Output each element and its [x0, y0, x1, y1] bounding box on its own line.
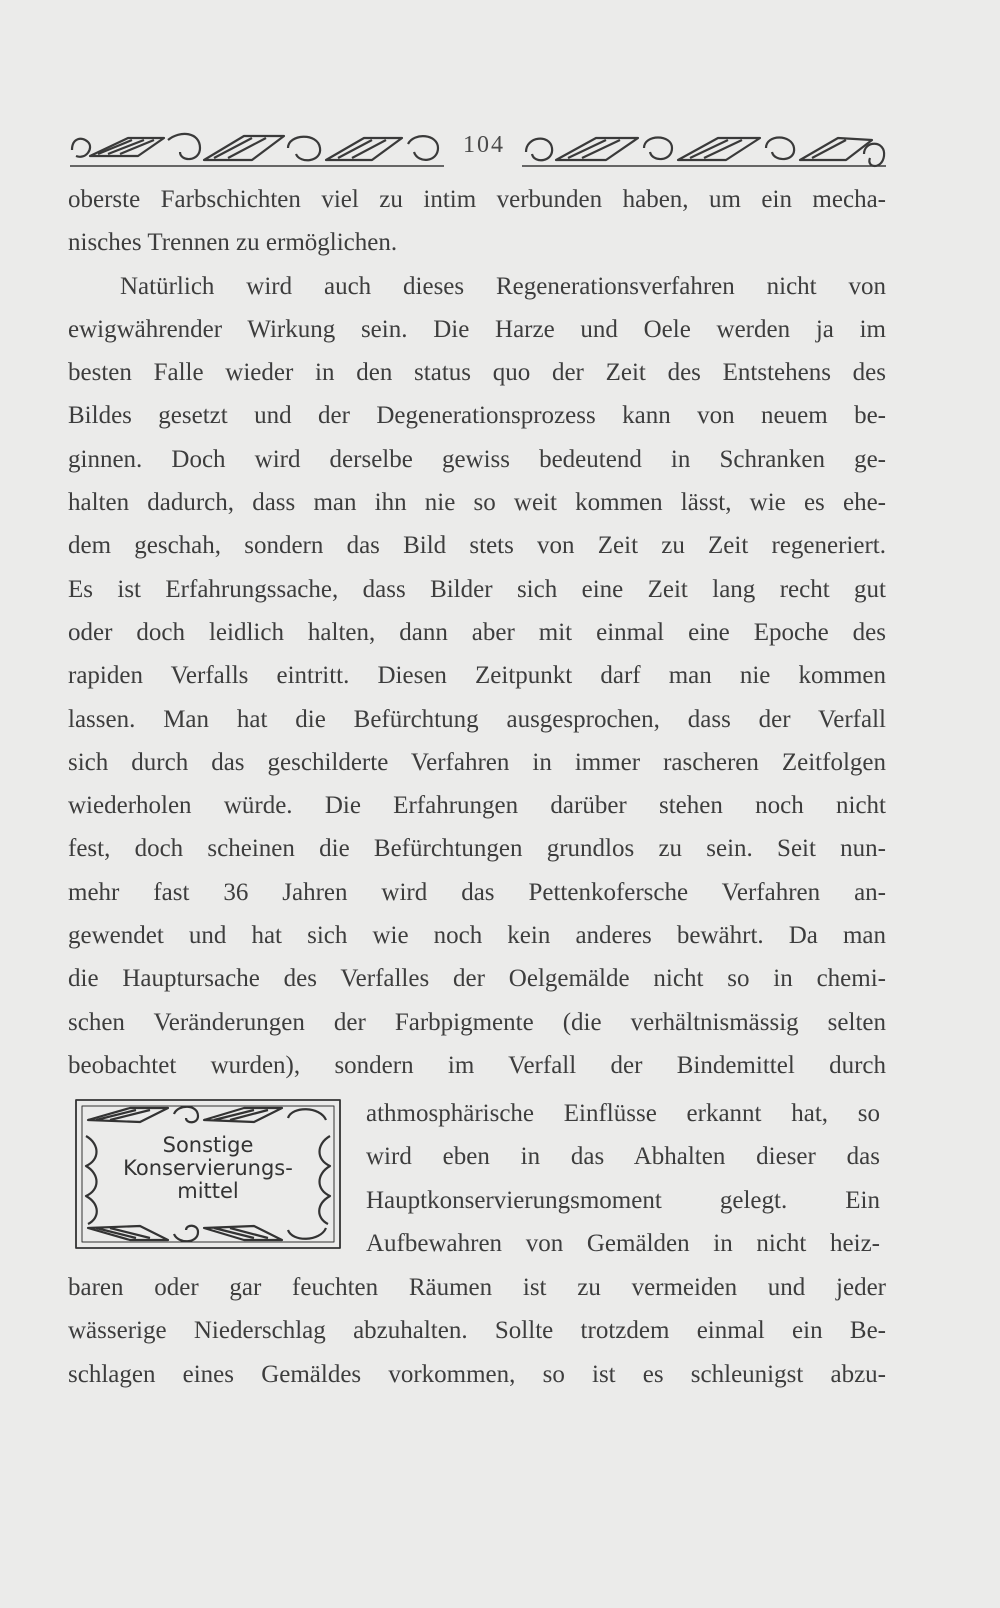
text-line: fest, doch scheinen die Befürchtungen grundlos zu sein. Seit nun- [68, 835, 886, 863]
text-line: schlagen eines Gemäldes vorkommen, so ist es schleunigst abzu- [68, 1360, 886, 1388]
marginal-note-line: Konservierungs- [123, 1156, 293, 1180]
text-line: Es ist Erfahrungssache, dass Bilder sich eine Zeit lang recht gut [68, 575, 886, 603]
text-line: oberste Farbschichten viel zu intim verbunden haben, um ein mecha- [68, 186, 886, 213]
text-line: ginnen. Doch wird derselbe gewiss bedeutend in Schranken ge- [68, 445, 886, 473]
page-number: 104 [463, 132, 505, 158]
text-line: rapiden Verfalls eintritt. Diesen Zeitpunkt darf man nie kommen [68, 662, 886, 690]
text-line: Bildes gesetzt und der Degenerationsprozess kann von neuem be- [68, 402, 886, 430]
text-line: sich durch das geschilderte Verfahren in immer rascheren Zeitfolgen [68, 748, 886, 776]
text-line: mehr fast 36 Jahren wird das Pettenkofersche Verfahren an- [68, 878, 886, 906]
text-line: dem geschah, sondern das Bild stets von Zeit zu Zeit regeneriert. [68, 532, 886, 560]
text-line: oder doch leidlich halten, dann aber mit einmal eine Epoche des [68, 618, 886, 646]
text-line: athmosphärische Einflüsse erkannt hat, so [366, 1100, 880, 1127]
text-line: Hauptkonservierungsmoment gelegt. Ein [366, 1186, 880, 1214]
text-line: wiederholen würde. Die Erfahrungen darüber stehen noch nicht [68, 792, 886, 820]
text-line: besten Falle wieder in den status quo der Zeit des Entstehens des [68, 359, 886, 387]
marginal-note-line: mittel [177, 1179, 239, 1203]
text-line: beobachtet wurden), sondern im Verfall der Bindemittel durch [68, 1051, 886, 1079]
text-line: wässerige Niederschlag abzuhalten. Sollte trotzdem einmal ein Be- [68, 1317, 886, 1345]
body-text-top [68, 178, 886, 1087]
marginal-note-line: Sonstige [162, 1133, 254, 1157]
text-line: lassen. Man hat die Befürchtung ausgesprochen, dass der Verfall [68, 705, 886, 733]
page-header [68, 118, 888, 180]
text-line: gewendet und hat sich wie noch kein anderes bewährt. Da man [68, 922, 886, 950]
text-line: baren oder gar feuchten Räumen ist zu vermeiden und jeder [68, 1274, 886, 1301]
text-line: Natürlich wird auch dieses Regenerationsverfahren nicht von [120, 272, 886, 300]
body-text-bottom [68, 1266, 886, 1396]
art-nouveau-ornament-right-icon [520, 126, 888, 172]
text-line: ewigwährender Wirkung sein. Die Harze und Oele werden ja im [68, 315, 886, 343]
text-line: Aufbewahren von Gemälden in nicht heiz- [366, 1229, 880, 1257]
text-line: die Hauptursache des Verfalles der Oelgemälde nicht so in chemi- [68, 965, 886, 993]
body-text-beside-note [366, 1092, 880, 1265]
text-line: wird eben in das Abhalten dieser das [366, 1143, 880, 1171]
marginal-note [70, 1094, 346, 1254]
text-line: nisches Trennen zu ermöglichen. [68, 229, 398, 257]
text-line: schen Veränderungen der Farbpigmente (die verhältnismässig selten [68, 1008, 886, 1036]
art-nouveau-ornament-left-icon [68, 126, 446, 172]
marginal-note-label [88, 1134, 328, 1203]
text-line: halten dadurch, dass man ihn nie so weit kommen lässt, wie es ehe- [68, 489, 886, 517]
